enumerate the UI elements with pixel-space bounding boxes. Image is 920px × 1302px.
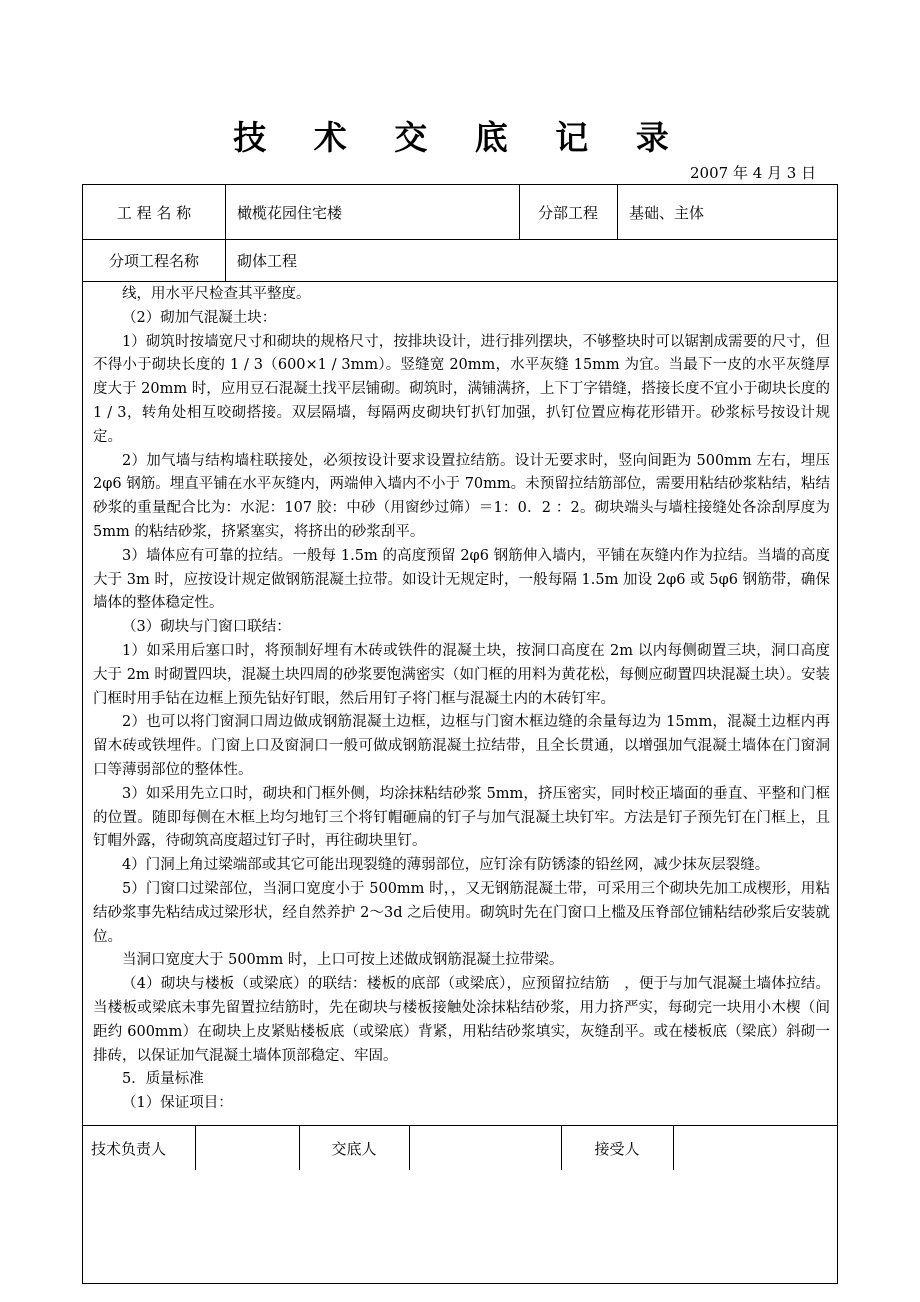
divider <box>673 1126 674 1170</box>
paragraph: 3）墙体应有可靠的拉结。一般每 1.5m 的高度预留 2φ6 钢筋伸入墙内，平铺在灰缝内作为拉结。当墙的高度大于 3m 时，应按设计规定做钢筋混凝土拉带。如设计无规定时，一般每隔 1.5m 加设 2φ6 或 5φ6 钢筋带，确保墙体的整体稳定性。 <box>93 547 830 612</box>
paragraph: 5．质量标准 <box>122 1071 204 1088</box>
tech-lead-label: 技术负责人 <box>91 1139 167 1158</box>
content-body <box>93 283 830 1116</box>
subitem-value: 砌体工程 <box>237 251 298 270</box>
record-table <box>82 184 838 1284</box>
division-value: 基础、主体 <box>629 203 705 222</box>
paragraph: 5）门窗口过梁部位，当洞口宽度小于 500mm 时，，又无钢筋混凝土带，可采用三个砌块先加工成楔形，用粘结砂浆事先粘结成过梁形状，经自然养护 2～3d 之后使用。砌筑时先在门窗口上槛及压脊部位铺粘结砂浆后安装就位。 <box>93 880 830 945</box>
subitem-row <box>83 239 837 282</box>
handover-signature <box>417 1126 557 1170</box>
project-name-value: 橄榄花园住宅楼 <box>237 203 343 222</box>
paragraph: （2）砌加气混凝土块： <box>122 309 277 326</box>
divider <box>617 185 618 239</box>
paragraph: 1）砌筑时按墙宽尺寸和砌块的规格尺寸，按排块设计，进行排列摆块，不够整块时可以锯割成需要的尺寸，但不得小于砌块长度的 1 / 3（600×1 / 3mm）。竖缝宽 20mm，水平灰缝 15mm 为宜。当最下一皮的水平灰缝厚度大于 20mm 时，应用豆石混凝土找平层铺砌。砌筑时，满铺满挤，上下丁字错缝，搭接长度不宜小于砌块长度的 1 / 3，转角处相互咬砌搭接。双层隔墙，每隔两皮砌块钉扒钉加强，扒钉位置应梅花形错开。砂浆标号按设计规定。 <box>93 333 830 445</box>
tech-lead-signature <box>203 1126 299 1170</box>
paragraph: 线，用水平尺检查其平整度。 <box>122 286 311 302</box>
divider <box>225 185 226 239</box>
receiver-label: 接受人 <box>594 1139 640 1158</box>
paragraph: （1）保证项目： <box>122 1095 233 1112</box>
divider <box>195 1126 196 1170</box>
signature-row <box>83 1125 837 1170</box>
paragraph: 3）如采用先立口时，砌块和门框外侧，均涂抹粘结砂浆 5mm，挤压密实，同时校正墙面的垂直、平整和门框的位置。随即每侧在木框上均匀地钉三个将钉帽砸扁的钉子与加气混凝土块钉牢。方法是钉子预先钉在门框上，且钉帽外露，待砌筑高度超过钉子时，再往砌块里钉。 <box>93 785 830 850</box>
page-title: 技 术 交 底 记 录 <box>233 118 687 157</box>
project-row <box>83 185 837 240</box>
paragraph: 2）也可以将门窗洞口周边做成钢筋混凝土边框，边框与门窗木框边缝的余量每边为 15mm，混凝土边框内再留木砖或铁埋件。门窗上口及窗洞口一般可做成钢筋混凝土拉结带，且全长贯通，以增强加气混凝土墙体在门窗洞口等薄弱部位的整体性。 <box>93 714 830 778</box>
subitem-label: 分项工程名称 <box>108 251 199 270</box>
paragraph: （3）砌块与门窗口联结： <box>122 619 291 636</box>
project-name-label: 工 程 名 称 <box>116 203 192 222</box>
handover-label: 交底人 <box>331 1139 377 1158</box>
paragraph: 当洞口宽度大于 500mm 时，上口可按上述做成钢筋混凝土拉带梁。 <box>122 952 564 969</box>
paragraph: 2）加气墙与结构墙柱联接处，必须按设计要求设置拉结筋。设计无要求时，竖向间距为 500mm 左右，埋压 2φ6 钢筋。埋直平铺在水平灰缝内，两端伸入墙内不小于 70mm。未预留拉结筋部位，需要用粘结砂浆粘结，粘结砂浆的重量配合比为：水泥：107 胶：中砂（用窗纱过筛）＝1：0．2 ：2。砌块端头与墙柱接缝处各涂刮厚度为 5mm 的粘结砂浆，挤紧塞实，将挤出的砂浆刮平。 <box>93 452 830 540</box>
receiver-signature <box>681 1126 831 1170</box>
paragraph: 1）如采用后塞口时，将预制好埋有木砖或铁件的混凝土块，按洞口高度在 2m 以内每侧砌置三块，洞口高度大于 2m 时砌置四块，混凝土块四周的砂浆要饱满密实（如门框的用料为黄花松，每侧应砌置四块混凝土块）。安装门框时用手钻在边框上预先钻好钉眼，然后用钉子将门框与混凝土内的木砖钉牢。 <box>93 642 830 707</box>
paragraph: 4）门洞上角过梁端部或其它可能出现裂缝的薄弱部位，应钉涂有防锈漆的铅丝网，减少抹灰层裂缝。 <box>122 857 770 874</box>
divider <box>225 239 226 281</box>
paragraph: （4）砌块与楼板（或梁底）的联结：楼板的底部（或梁底），应预留拉结筋 ，便于与加气混凝土墙体拉结。当楼板或梁底未事先留置拉结筋时，先在砌块与楼板接触处涂抹粘结砂浆，用力挤严实，每砌完一块用小木楔（间距约 600mm）在砌块上皮紧贴楼板底（或梁底）背紧，用粘结砂浆填实，灰缝刮平。或在楼板底（梁底）斜砌一排砖，以保证加气混凝土墙体顶部稳定、牢固。 <box>93 976 830 1064</box>
division-label: 分部工程 <box>537 203 598 222</box>
record-date: 2007 年 4 月 3 日 <box>690 164 817 182</box>
divider <box>409 1126 410 1170</box>
